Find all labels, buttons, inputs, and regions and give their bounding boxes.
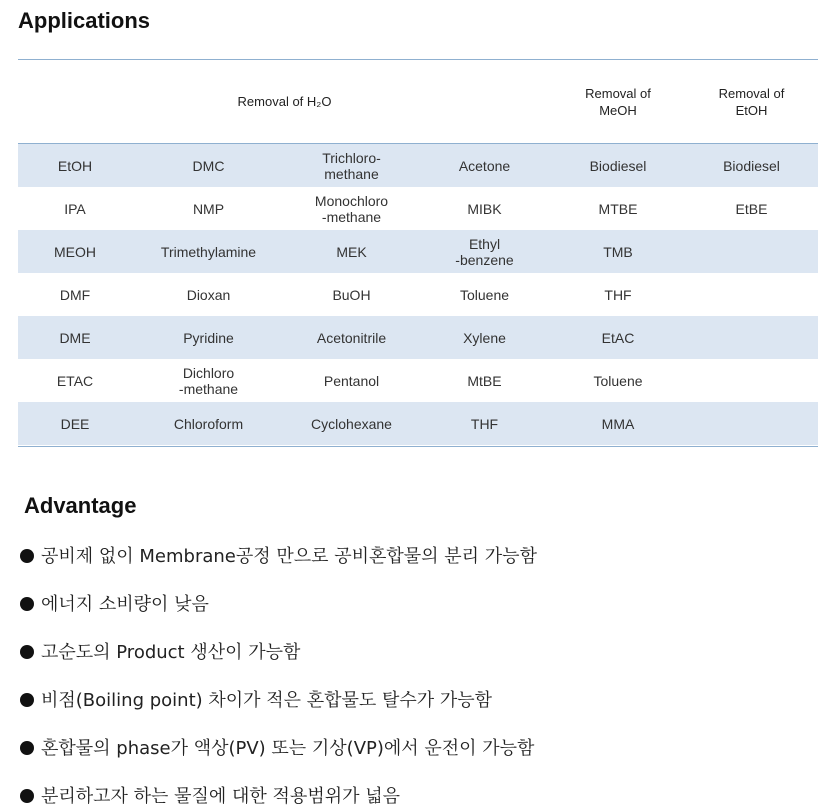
table-cell-line: -benzene [455,251,514,268]
table-cell [551,230,685,273]
table-cell-line: -methane [321,208,382,225]
table-cell-line: Trimethylamine [160,243,257,260]
applications-title: Applications [18,8,151,33]
advantage-item [20,686,492,712]
advantage-item [20,638,300,664]
table-cell [418,316,551,359]
advantage-item-text: 분리하고자 하는 물질에 대한 적용범위가 넓음 [41,786,400,807]
table-cell [132,402,285,445]
table-cell [18,316,132,359]
bullet-icon [20,645,34,659]
table-cell [18,230,132,273]
table-cell-line: DMF [59,286,91,303]
table-cell [685,273,818,316]
header-removal-meoh-line-1: Removal of [585,86,651,101]
table-cell [132,230,285,273]
bullet-icon [20,549,34,563]
table-cell-line: Pentanol [323,372,380,389]
table-cell-line: Xylene [463,329,506,346]
bullet-icon [20,741,34,755]
advantage-item [20,734,534,760]
table-cell-line: Biodiesel [723,157,780,174]
table-cell [418,402,551,445]
table-cell-line: TMB [603,243,633,260]
table-cell [685,402,818,445]
header-removal-meoh-line-2: MeOH [599,103,637,118]
table-cell [551,402,685,445]
table-cell-line: ETAC [56,372,94,389]
table-cell [418,230,551,273]
table-row [18,187,818,230]
header-removal-etoh [685,85,818,119]
table-row [18,144,818,187]
bullet-icon [20,597,34,611]
table-cell [285,402,418,445]
table-cell [418,273,551,316]
table-cell [132,187,285,230]
advantage-item-text: 비점(Boiling point) 차이가 적은 혼합물도 탈수가 가능함 [41,690,493,711]
table-cell [551,187,685,230]
table-header [18,60,818,143]
table-cell-line: MEK [336,243,367,260]
bullet-icon [20,789,34,803]
applications-table [18,144,818,445]
table-cell [285,316,418,359]
header-removal-etoh-line-2: EtOH [735,103,768,118]
table-cell-line: Pyridine [183,329,234,346]
table-cell-line: IPA [64,200,86,217]
advantage-item-text: 혼합물의 phase가 액상(PV) 또는 기상(VP)에서 운전이 가능함 [41,738,535,759]
table-row [18,230,818,273]
table-cell [132,273,285,316]
table-cell [18,144,132,187]
header-removal-h2o: Removal of H₂O [237,94,332,109]
table-cell-line: DME [59,329,91,346]
table-cell-line: EtBE [735,200,768,217]
table-cell-line: MMA [601,415,635,432]
table-cell [551,359,685,402]
table-cell [418,187,551,230]
table-cell [685,144,818,187]
table-cell-line: DMC [192,157,225,174]
table-cell [418,144,551,187]
table-cell-line: THF [604,286,632,303]
table-row [18,402,818,445]
table-cell-line: Dioxan [186,286,231,303]
table-cell [132,316,285,359]
table-cell-line: Acetone [458,157,511,174]
advantage-item [20,782,400,808]
header-removal-meoh [551,85,685,119]
table-cell-line: Cyclohexane [311,415,392,432]
table-cell-line: MTBE [598,200,638,217]
table-cell [418,359,551,402]
table-cell-line: Acetonitrile [316,329,387,346]
table-cell-line: MEOH [54,243,96,260]
table-row [18,359,818,402]
table-cell [285,144,418,187]
table-cell [285,359,418,402]
advantage-item-text: 에너지 소비량이 낮음 [41,594,209,615]
table-cell-line: BuOH [332,286,371,303]
table-cell-line: DEE [60,415,90,432]
table-cell [285,230,418,273]
table-cell-line: Ethyl [468,235,501,252]
table-cell-line: methane [324,165,379,182]
table-cell [551,316,685,359]
bullet-icon [20,693,34,707]
advantage-item-text: 공비제 없이 Membrane공정 만으로 공비혼합물의 분리 가능함 [41,546,537,567]
applications-table-body [18,144,818,445]
table-cell [132,144,285,187]
table-bottom-rule [18,446,818,447]
table-cell [18,187,132,230]
table-cell-line: Biodiesel [589,157,647,174]
table-cell-line: Toluene [459,286,510,303]
table-cell [551,273,685,316]
table-cell [285,187,418,230]
table-cell [18,402,132,445]
table-cell-line: EtAC [601,329,635,346]
table-cell [285,273,418,316]
table-cell [685,230,818,273]
table-cell [685,316,818,359]
table-cell-line: MIBK [467,200,502,217]
advantage-title: Advantage [24,493,137,518]
table-cell-line: THF [470,415,499,432]
table-cell-line: Monochloro [314,192,389,209]
table-cell-line: EtOH [57,157,93,174]
header-removal-etoh-line-1: Removal of [718,86,785,101]
table-cell-line: Trichloro- [322,149,381,166]
table-cell-line: Chloroform [173,415,244,432]
table-cell-line: Dichloro [182,364,235,381]
table-cell-line: NMP [192,200,225,217]
table-cell [18,273,132,316]
table-cell-line: MtBE [467,372,502,389]
table-cell [132,359,285,402]
table-cell-line: -methane [178,380,239,397]
table-cell [685,187,818,230]
table-row [18,316,818,359]
table-cell [685,359,818,402]
advantage-item-text: 고순도의 Product 생산이 가능함 [41,642,301,663]
table-row [18,273,818,316]
advantage-item [20,542,537,568]
table-cell [551,144,685,187]
advantage-item [20,590,209,616]
table-cell-line: Toluene [593,372,643,389]
table-cell [18,359,132,402]
